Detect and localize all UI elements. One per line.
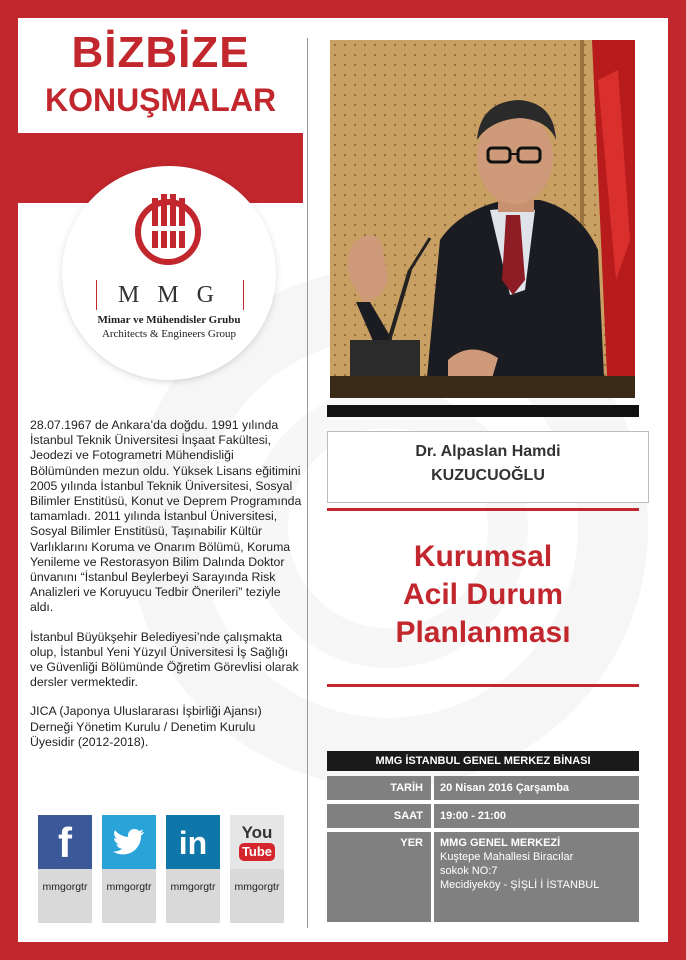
series-title-line1: BİZBİZE <box>71 28 250 77</box>
youtube-icon: You Tube <box>230 815 284 869</box>
mmg-emblem-icon <box>130 192 206 268</box>
linkedin-icon: in <box>178 825 208 861</box>
time-label: SAAT <box>327 804 431 828</box>
logo-subtitle-en: Architects & Engineers Group <box>101 328 237 340</box>
speaker-name-box <box>327 431 649 503</box>
bio-paragraph-3: JICA (Japonya Uluslararası İşbirliği Ajansı) Derneği Yönetim Kurulu / Denetim Kurulu Üyesidir (2012-2018). <box>30 704 262 749</box>
place-line2: sokok NO:7 <box>440 865 498 877</box>
facebook-icon: f <box>58 819 72 866</box>
social-linkedin[interactable] <box>166 815 220 923</box>
talk-title <box>327 538 639 652</box>
logo-subtitle-tr: Mimar ve Mühendisler Grubu <box>97 314 241 326</box>
date-label: TARİH <box>327 776 431 800</box>
poster <box>18 18 668 942</box>
speaker-photo-illustration <box>330 40 635 398</box>
social-twitter[interactable] <box>102 815 156 923</box>
speaker-surname: KUZUCUOĞLU <box>431 467 545 484</box>
place-value <box>434 832 639 922</box>
photo-caption-bar <box>327 405 639 417</box>
talk-title-line3: Planlanması <box>395 616 571 649</box>
bio-paragraph-1: 28.07.1967 de Ankara’da doğdu. 1991 yılında İstanbul Teknik Üniversitesi İnşaat Fakültesi, Jeodezi ve Fotogrametri Mühendisliği Bölümünden mezun oldu. Yüksek Lisans eğitimini 2005 yılında İstanbul Teknik Üniversitesi, Sosyal Bilimler Enstitüsü, Konut ve Deprem Programında tamamladı. 2011 yılında İstanbul Üniversitesi, Sosyal Bilimler Enstitüsü, Taşınabilir Kültür Varlıklarını Koruma ve Onarım Bölümü, Koruma Yenileme ve Restorasyon Bilim Dalında Doktor ünvanını “İstanbul Beylerbeyi Sarayında Risk Analizleri ve Koruyucu Tedbir Önerileri” teziyle aldı. <box>30 418 302 615</box>
speaker-photo <box>330 40 635 398</box>
twitter-icon <box>102 815 156 869</box>
place-line3: Mecidiyeköy - ŞİŞLİ İ İSTANBUL <box>440 879 600 891</box>
series-title-line2: KONUŞMALAR <box>44 82 277 118</box>
divider-top <box>327 508 639 511</box>
social-facebook[interactable] <box>38 815 92 923</box>
mmg-logo <box>66 170 272 376</box>
place-title: MMG GENEL MERKEZİ <box>440 837 561 849</box>
series-title <box>18 18 303 133</box>
social-links <box>38 815 298 925</box>
social-youtube[interactable] <box>230 815 284 923</box>
logo-letters: M M G <box>117 282 220 308</box>
social-label: mmgorgtr <box>170 881 216 893</box>
column-divider <box>307 38 308 928</box>
speaker-name: Dr. Alpaslan Hamdi <box>415 443 561 460</box>
social-label: mmgorgtr <box>42 881 88 893</box>
bio-paragraph-2: İstanbul Büyükşehir Belediyesi’nde çalışmakta olup, İstanbul Yeni Yüzyıl Üniversitesi İş Sağlığı ve Güvenliği Bölümünde Öğretim Görevlisi olarak dersler vermektedir. <box>30 629 299 690</box>
place-line1: Kuştepe Mahallesi Biracılar <box>440 851 574 863</box>
venue-header: MMG İSTANBUL GENEL MERKEZ BİNASI <box>327 751 639 771</box>
place-label: YER <box>327 832 431 922</box>
social-label: mmgorgtr <box>106 881 152 893</box>
time-value: 19:00 - 21:00 <box>434 804 639 828</box>
date-value: 20 Nisan 2016 Çarşamba <box>434 776 639 800</box>
talk-title-line2: Acil Durum <box>402 578 564 611</box>
social-label: mmgorgtr <box>234 881 280 893</box>
speaker-bio <box>30 418 302 764</box>
divider-bottom <box>327 684 639 687</box>
talk-title-line1: Kurumsal <box>413 540 553 573</box>
